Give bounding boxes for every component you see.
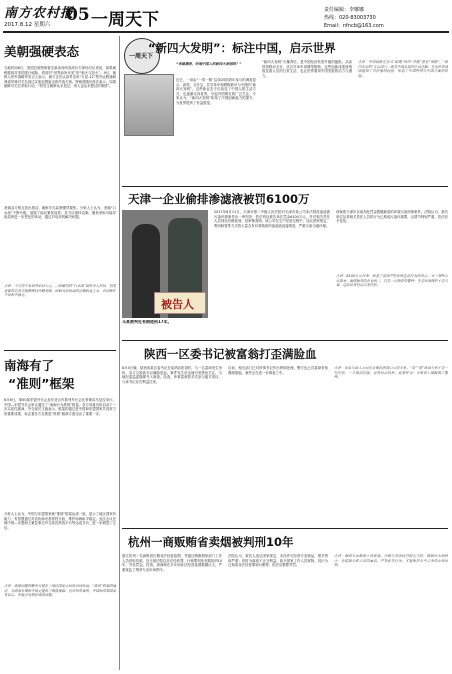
feature-commentary: 点评：中国创新正在从“跟跑”转向“并跑”甚至“领跑”。“新四大发明”走出国门，既是中国发展的生动注脚，也为世界各国提供了可借鉴的经验，彰显了中国智慧与中国方案的价值。 [358, 60, 448, 78]
divider [4, 350, 116, 351]
hangzhou-body-a: 浙江杭州一名商贩因长期非法经营卷烟，并通过贿赂烟草部门工作人员获取货源，近日被法院以非法经营罪、行贿罪判处有期徒刑10年，并处罚金。经查，该商贩在多年间非法经营卷烟数额巨大，严重扰乱了烟草专卖市场秩序。 [122, 554, 222, 572]
tianjin-body-a: 2017年8月11日，天津市第二中级人民法院对天津市某公司非法排放渗滤液污染环境案作出一审判决，依法判处被告单位罚金6100万元，并对相关责任人员判处有期徒刑。经审理查明，该公司在生产经营过程中，违反国家规定，利用暗管等方式将大量含有有毒物质的渗滤液直接排放，严重污染当地环境。 [214, 210, 330, 228]
defendant-sign [154, 292, 206, 314]
tianjin-commentary: 点评：6100万元罚金，彰显了法律严惩环境违法行为的决心。对于那些心存侥幸、偷排偷放的企业而言，这是一记响亮的警钟：生态环境保护不是儿戏，违法必将付出沉重代价。 [336, 274, 448, 288]
hotline: 热线：020-83003730 [324, 15, 376, 21]
hangzhou-title: 杭州一商贩贿省卖烟被判刑10年 [128, 535, 294, 549]
section-number: 05 [66, 5, 90, 25]
feature-illustration [124, 74, 174, 136]
commentary-us-korea: 点评：今天的半岛局势牵动人心。言辞激烈的“口水战”固然令人担忧，但更重要的是各方能够保持冷静克制，回到对话协商的正确轨道上来，共同维护半岛和平稳定。 [4, 284, 116, 298]
hangzhou-block [122, 530, 450, 672]
tianjin-body-b: 该案系天津市目前判处罚金数额最高的环境污染刑事案件。法院认为，被告单位及其相关责任人员的行为已构成污染环境罪，且情节特别严重，依法应予惩处。 [336, 210, 448, 224]
divider-feature [122, 186, 448, 187]
badge-label: 一周天下 [129, 53, 154, 60]
tianjin-title: 天津一企业偷排渗滤液被罚6100万 [128, 192, 310, 206]
court-photo [122, 210, 208, 318]
editor-line: 责任编辑：李娜娜 [324, 7, 365, 13]
email: Email：nfncb@163.com [324, 23, 384, 29]
shaanxi-block [122, 342, 450, 527]
shaanxi-body-a: 8月4日晚，陕西省某区委书记在某酒店吃饭时，与一名富商发生争执，双方互殴致书记满脸是血。事件发生后迅速引发舆论关注，当地纪委监委随即介入调查。经查，涉事富商曾多次参与地方项目，与该书记存在利益往来。 [122, 366, 222, 384]
feature-title: “新四大发明”：标注中国，启示世界 [148, 41, 336, 55]
feature-block [122, 34, 450, 184]
column-divider [119, 36, 120, 670]
hangzhou-body-b: 法院认为，被告人违反国家规定，未经许可经营专卖物品，情节特别严重；同时为谋取不正当利益，给予国家工作人员财物，其行为已构成非法经营罪和行贿罪，依法应数罪并罚。 [228, 554, 328, 568]
shaanxi-commentary: 点评：官员与商人之间应当保持清清白白的关系。“亲”“清”政商关系不是一句空话，一旦越过红线，必然付出代价。此事件为广大领导干部敲响了警钟。 [334, 366, 448, 380]
tianjin-block [122, 188, 450, 338]
date-line: 2017.8.12 星期六 [4, 22, 51, 28]
commentary-south-china-sea: 点评：南海问题的解决关键在于地区国家之间的对话协商。“准则”框架的通过，为南海长期和平稳定提供了制度保障，也向世界表明，中国和东盟国家有信心、有能力处理好南海问题。 [4, 584, 116, 598]
divider-shaanxi [122, 528, 448, 529]
defendant-sign-text: 被告人 [161, 298, 194, 311]
article-title-south-china-sea-2: “准则”框架 [8, 376, 75, 391]
shaanxi-body-b: 目前，相关部门已对涉事书记作出停职处理，警方也已对富商采取强制措施。案件正在进一步调查之中。 [228, 366, 328, 375]
article-body-us-korea: 当地时间8日，美国总统特朗普在新泽西州其高尔夫球场对记者说，如果朝鲜继续对美国进行威胁，将面对“世界前所未见”的“炮火与怒火”。9日，朝鲜人民军战略军发言人表示，朝方正在认真考虑用“火星-12”型中远程战略弹道导弹对关岛周边实施包围射击的作战方案。特朗普随后再次表示，如果朝鲜对关岛采取行动，“将发生朝鲜从未见过、别人也从未想过的事情”。 [4, 66, 116, 89]
shaanxi-title: 陕西一区委书记被富翁打歪满脸血 [144, 347, 317, 361]
divider-tianjin [122, 340, 448, 341]
feature-body-b: “新四大发明”火爆背后，是中国经济转型升级的缩影。从高铁到移动支付，从共享单车到网络购物，这些创新成果深刻改变着人们的日常生活，也让世界看到中国发展的活力与潜力。 [262, 60, 352, 78]
photo-caption: 马某被判处有期徒刑17年。 [122, 320, 172, 324]
article-body-south-china-sea-2: 分析人士认为，中国与东盟国家就“准则”框架达成一致，显示了地区国家有能力、有智慧通过对话协商妥善管控分歧，维护南海和平稳定。此次会议还就中国—东盟海上紧急事态外交高官热线平台等达成共识，进一步增进了互信。 [4, 512, 116, 530]
header-rule [3, 31, 449, 33]
page-header [0, 0, 452, 34]
hangzhou-commentary: 点评：烟草专卖制度不容挑战。行贿与非法经营相互交织，既破坏市场秩序，也侵蚀公职人员的廉洁。严惩此类行为，才能维护公平竞争的市场环境。 [334, 554, 448, 568]
article-title-us-korea: 美朝强硬表态 [4, 44, 80, 59]
left-column [4, 36, 116, 672]
section-title: 一周天下 [91, 10, 159, 30]
masthead: 南方农村报 [4, 6, 75, 21]
article-body-us-korea-2: 美朝双方相互放出狠话，朝鲜半岛局势骤然紧张。分析人士认为，美朝“口水战”不断升级，加剧了地区紧张局势，各方应保持克制，避免采取可能导致局势进一步恶化的举动，通过对话谈判解决问题。 [4, 206, 116, 220]
article-body-south-china-sea: 8月6日，第50届东盟外长会及东亚合作系列外长会在菲律宾马尼拉举行。中国—东盟外长会审议通过了“南海行为准则”框架，各方同意尽快启动下一步实质性磋商。外交部长王毅表示，框架的通过是中国和东盟国家共同努力的重要成果，标志着各方在推进“准则”磋商方面迈出了重要一步。 [4, 398, 116, 416]
feature-quote: “来路漂亮，听闻中国人的新四大发明吗？” [176, 62, 242, 66]
feature-body-a: 近日，一项由“一带一路”沿线20国青年参与的调查显示，高铁、支付宝、共享单车和网购被评为中国的“新四大发明”。这些新业态不仅改变了中国人的生活方式，也逐渐走向世界，引起外国网友的广泛关注。专家认为，“新四大发明”体现了中国创新能力的提升，为世界提供了有益借鉴。 [176, 78, 256, 105]
article-title-south-china-sea-1: 南海有了 [4, 358, 55, 373]
